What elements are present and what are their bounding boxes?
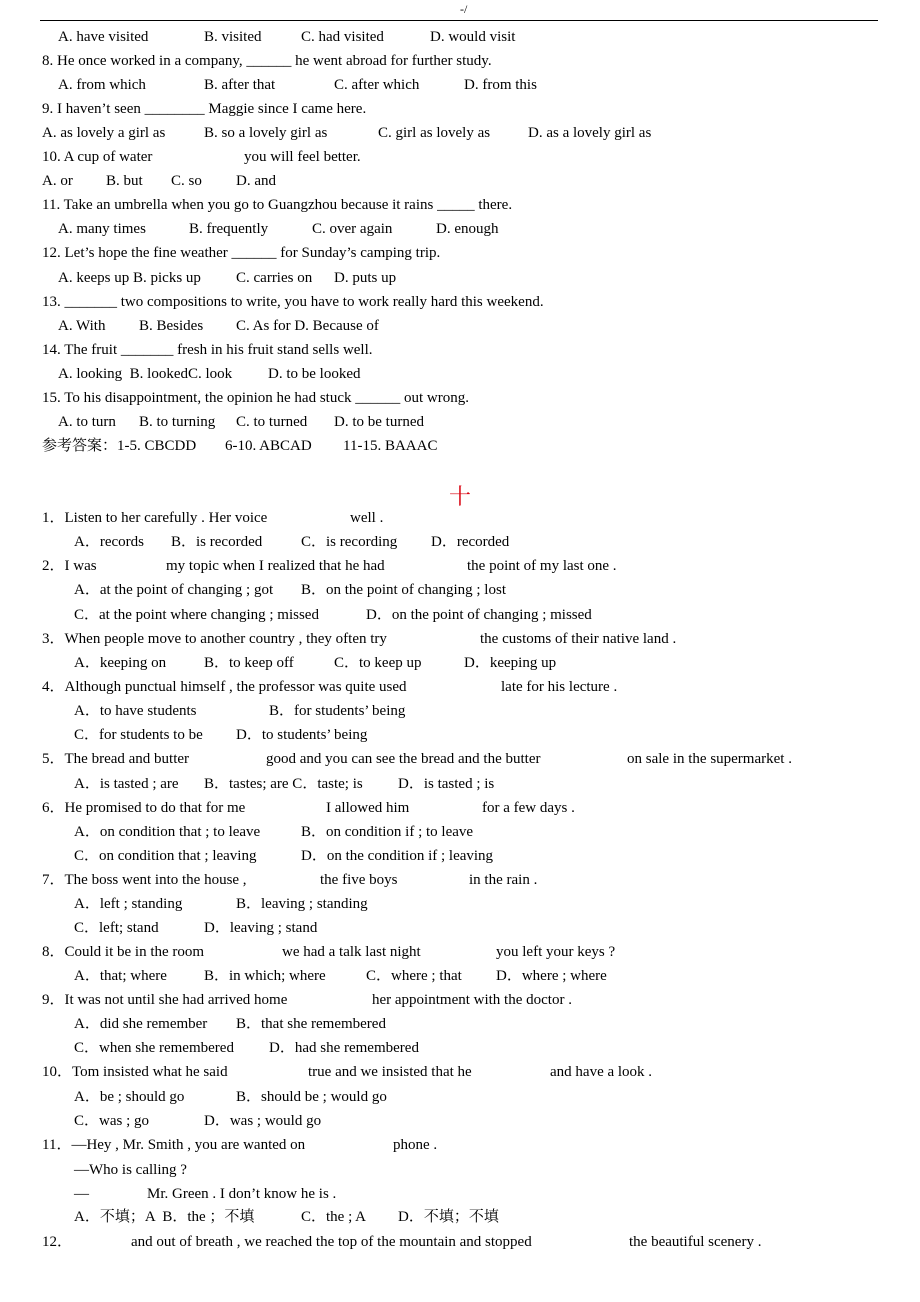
text-line: C．at the point where changing ; missed [74,607,319,623]
text-line: C．the ; A [301,1209,367,1225]
text-line: D. to be looked [268,366,361,382]
text-line: late for his lecture . [501,679,618,695]
section-title: 十 [449,484,472,509]
text-line: D．recorded [431,534,510,550]
text-line: C．is recording [301,534,398,550]
text-line: B. visited [204,29,262,45]
text-line: 7．The boss went into the house , [42,872,247,888]
text-line: 2．I was [42,558,97,574]
text-line: 1．Listen to her carefully . Her voice [42,510,268,526]
text-line: D．on the condition if ; leaving [301,848,494,864]
text-line: good and you can see the bread and the butter [266,751,541,767]
text-line: B．is recorded [171,534,263,550]
text-line: the customs of their native land . [480,631,677,647]
text-line: — [74,1186,89,1202]
text-line: and out of breath , we reached the top of the mountain and stopped [131,1234,532,1250]
text-line: 9. I haven’t seen ________ Maggie since I came here. [42,101,367,117]
text-line: B. to turning [139,414,216,430]
text-line: A．on condition that ; to leave [74,824,261,840]
text-line: 9．It was not until she had arrived home [42,992,288,1008]
text-line: A. as lovely a girl as [42,125,166,141]
text-line: A．records [74,534,144,550]
text-line: A．left ; standing [74,896,183,912]
text-line: D．leaving ; stand [204,920,318,936]
text-line: B. frequently [189,221,269,237]
text-line: D. would visit [430,29,516,45]
text-line: A. many times [58,221,146,237]
text-line: A．不填；A B．the ；不填 [74,1209,255,1225]
text-line: and have a look . [550,1064,653,1080]
text-line: C．on condition that ; leaving [74,848,257,864]
text-line: D．had she remembered [269,1040,419,1056]
text-line: B．to keep off [204,655,294,671]
text-line: her appointment with the doctor . [372,992,572,1008]
text-line: D．was ; would go [204,1113,322,1129]
text-line: D. enough [436,221,499,237]
text-line: for a few days . [482,800,575,816]
text-line: B．that she remembered [236,1016,386,1032]
text-line: 参考答案：1-5. CBCDD [42,438,197,454]
text-line: B．should be ; would go [236,1089,387,1105]
text-line: I allowed him [326,800,410,816]
text-line: A. to turn [58,414,116,430]
text-line: A. looking B. lookedC. look [58,366,233,382]
text-line: my topic when I realized that he had [166,558,385,574]
text-line: A. With [58,318,106,334]
text-line: C．was ; go [74,1113,150,1129]
text-line: 14. The fruit _______ fresh in his fruit stand sells well. [42,342,373,358]
text-line: D．is tasted ; is [398,776,495,792]
text-line: C. to turned [236,414,308,430]
text-line: —Who is calling ? [74,1162,187,1178]
text-line: C. after which [334,77,420,93]
text-line: A．did she remember [74,1016,208,1032]
text-line: 11．—Hey , Mr. Smith , you are wanted on [42,1137,306,1153]
text-line: B. Besides [139,318,204,334]
text-line: 4．Although punctual himself , the professor was quite used [42,679,407,695]
text-line: A. or [42,173,73,189]
text-line: the five boys [320,872,398,888]
text-line: you left your keys ? [496,944,616,960]
text-line: A．that; where [74,968,167,984]
text-line: 13. _______ two compositions to write, you have to work really hard this weekend. [42,294,544,310]
text-line: well . [350,510,384,526]
text-line: 11-15. BAAAC [343,438,438,454]
text-line: we had a talk last night [282,944,421,960]
text-line: C. over again [312,221,393,237]
page-header-mark: -/ [460,2,468,16]
text-line: B．leaving ; standing [236,896,368,912]
text-line: C. As for D. Because of [236,318,379,334]
text-line: A. keeps up B. picks up [58,270,201,286]
text-line: B．on the point of changing ; lost [301,582,506,598]
text-line: A．be ; should go [74,1089,185,1105]
text-line: 12. Let’s hope the fine weather ______ for Sunday’s camping trip. [42,245,441,261]
text-line: B. so a lovely girl as [204,125,328,141]
text-line: B. but [106,173,143,189]
text-line: phone . [393,1137,438,1153]
text-line: 6．He promised to do that for me [42,800,246,816]
text-line: 3．When people move to another country , they often try [42,631,387,647]
text-line: 10．Tom insisted what he said [42,1064,228,1080]
text-line: the beautiful scenery . [629,1234,762,1250]
text-line: D. to be turned [334,414,424,430]
text-line: in the rain . [469,872,538,888]
text-line: D．on the point of changing ; missed [366,607,592,623]
text-line: C. had visited [301,29,384,45]
text-line: A．at the point of changing ; got [74,582,274,598]
header-rule [40,20,878,21]
text-line: D．to students’ being [236,727,368,743]
text-line: D. from this [464,77,537,93]
text-line: C．to keep up [334,655,422,671]
text-line: C．left; stand [74,920,159,936]
text-line: B．in which; where [204,968,326,984]
text-line: D. puts up [334,270,397,286]
text-line: 12． [42,1234,73,1250]
text-line: 8. He once worked in a company, ______ he went abroad for further study. [42,53,492,69]
text-line: D. as a lovely girl as [528,125,652,141]
text-line: you will feel better. [244,149,361,165]
text-line: A. from which [58,77,146,93]
text-line: D．keeping up [464,655,557,671]
text-line: B．tastes; are C．taste; is [204,776,363,792]
text-line: A. have visited [58,29,149,45]
text-line: C. girl as lovely as [378,125,491,141]
text-line: B．on condition if ; to leave [301,824,474,840]
text-line: 11. Take an umbrella when you go to Guangzhou because it rains _____ there. [42,197,513,213]
text-line: C．where ; that [366,968,462,984]
text-line: true and we insisted that he [308,1064,472,1080]
text-line: D. and [236,173,276,189]
text-line: 5．The bread and butter [42,751,190,767]
text-line: D．不填；不填 [398,1209,499,1225]
text-line: Mr. Green . I don’t know he is . [147,1186,337,1202]
text-line: 10. A cup of water [42,149,153,165]
text-line: C. carries on [236,270,313,286]
text-line: B. after that [204,77,276,93]
text-line: A．keeping on [74,655,167,671]
text-line: A．to have students [74,703,197,719]
text-line: the point of my last one . [467,558,617,574]
text-line: C. so [171,173,202,189]
text-line: C．for students to be [74,727,203,743]
text-line: on sale in the supermarket . [627,751,792,767]
text-line: C．when she remembered [74,1040,234,1056]
text-line: 15. To his disappointment, the opinion he had stuck ______ out wrong. [42,390,469,406]
text-line: 6-10. ABCAD [225,438,312,454]
text-line: D．where ; where [496,968,607,984]
text-line: A．is tasted ; are [74,776,179,792]
text-line: 8．Could it be in the room [42,944,205,960]
text-line: B．for students’ being [269,703,406,719]
